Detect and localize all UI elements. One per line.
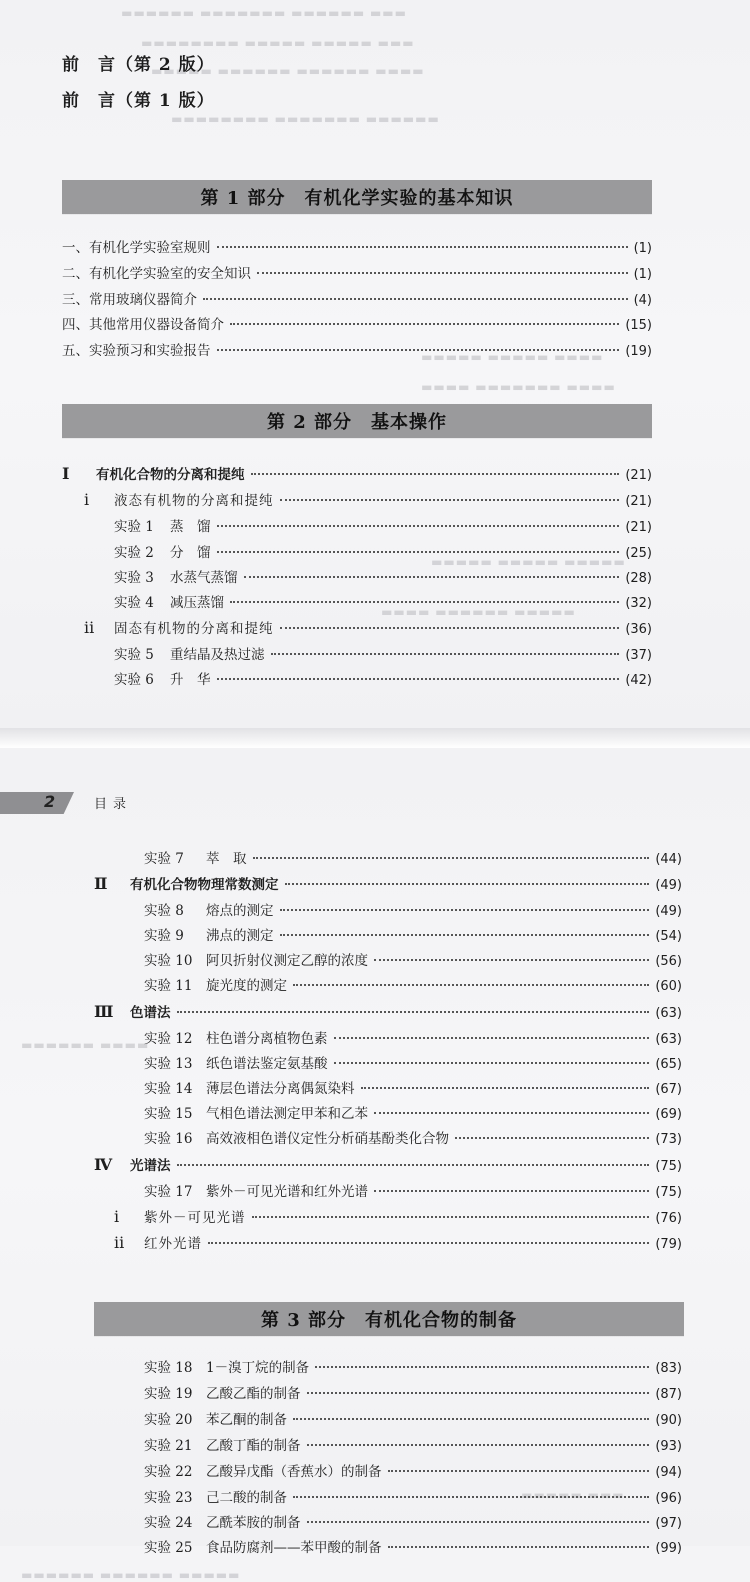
toc-experiment[interactable] — [114, 668, 652, 688]
entry-page: (49) — [655, 904, 682, 919]
subsection-numeral: ⅱ — [84, 618, 95, 637]
entry-page: (97) — [655, 1516, 682, 1531]
toc-entry[interactable] — [62, 288, 652, 308]
entry-label: 熔点的测定 — [206, 903, 274, 919]
bleed-through-line: ▬▬▬▬ ▬▬▬▬▬▬ ▬▬▬▬▬▬ ▬▬▬▬▬ — [150, 64, 424, 78]
dot-leader — [257, 272, 628, 274]
entry-page: (75) — [655, 1185, 682, 1200]
entry-page: (15) — [625, 318, 652, 333]
entry-label: 一、有机化学实验室规则 — [62, 240, 211, 256]
toc-entry[interactable] — [62, 313, 652, 333]
exp-number: 实验 10 — [144, 953, 193, 969]
entry-page: (56) — [655, 954, 682, 969]
exp-number: 实验 2 — [114, 545, 154, 561]
entry-page: (1) — [633, 241, 652, 256]
dot-leader — [293, 1418, 649, 1420]
dot-leader — [177, 1164, 650, 1166]
dot-leader — [361, 1087, 650, 1089]
toc-experiment[interactable] — [144, 899, 682, 919]
dot-leader — [334, 1037, 650, 1039]
toc-experiment[interactable] — [144, 847, 682, 867]
toc-experiment[interactable] — [114, 643, 652, 663]
toc-experiment[interactable] — [144, 974, 682, 994]
bleed-through-line: ▬▬▬▬▬ ▬▬▬▬▬ ▬▬▬▬▬ — [430, 555, 625, 569]
exp-number: 实验 1 — [114, 519, 154, 535]
entry-label: 乙酸异戊酯（香蕉水）的制备 — [206, 1464, 382, 1480]
entry-page: (63) — [655, 1006, 682, 1021]
entry-label: 液态有机物的分离和提纯 — [114, 493, 274, 509]
entry-label: 三、常用玻璃仪器简介 — [62, 292, 197, 308]
entry-label: 有机化合物的分离和提纯 — [96, 467, 245, 483]
dot-leader — [280, 934, 650, 936]
entry-page: (54) — [655, 929, 682, 944]
entry-label: 二、有机化学实验室的安全知识 — [62, 266, 251, 282]
entry-page: (63) — [655, 1032, 682, 1047]
dot-leader — [374, 1190, 649, 1192]
exp-number: 实验 22 — [144, 1464, 193, 1480]
toc-experiment[interactable] — [144, 1127, 682, 1147]
exp-number: 实验 18 — [144, 1360, 193, 1376]
toc-entry[interactable] — [62, 339, 652, 359]
exp-number: 实验 21 — [144, 1438, 193, 1454]
toc-experiment[interactable] — [114, 515, 652, 535]
dot-leader — [217, 246, 628, 248]
exp-number: 实验 14 — [144, 1081, 193, 1097]
entry-label: 阿贝折射仪测定乙醇的浓度 — [206, 953, 368, 969]
toc-experiment[interactable] — [144, 1511, 682, 1531]
entry-page: (21) — [625, 468, 652, 483]
entry-label: 五、实验预习和实验报告 — [62, 343, 211, 359]
entry-page: (37) — [625, 648, 652, 663]
preface-2nd-edition: 前 言（第 2 版） — [62, 55, 215, 75]
entry-label: 乙酸丁酯的制备 — [206, 1438, 301, 1454]
entry-page: (42) — [625, 673, 652, 688]
dot-leader — [280, 499, 620, 501]
running-header-title: 目录 — [94, 797, 133, 812]
entry-page: (76) — [655, 1211, 682, 1226]
toc-experiment[interactable] — [144, 1460, 682, 1480]
toc-subsection-ii[interactable] — [84, 617, 652, 637]
entry-label: 1－溴丁烷的制备 — [206, 1360, 310, 1376]
exp-number: 实验 15 — [144, 1106, 193, 1122]
entry-label: 光谱法 — [130, 1158, 171, 1174]
part3-title: 第 3 部分 有机化合物的制备 — [260, 1310, 518, 1331]
bleed-through-line: ▬▬▬ ▬▬▬▬▬ — [520, 1488, 624, 1502]
bleed-through-line: ▬▬▬▬▬ ▬▬▬▬▬▬ ▬▬▬▬ — [380, 605, 575, 619]
entry-page: (73) — [655, 1132, 682, 1147]
toc-experiment[interactable] — [144, 1102, 682, 1122]
exp-number: 实验 4 — [114, 595, 154, 611]
entry-page: (96) — [655, 1491, 682, 1506]
entry-page: (4) — [633, 293, 652, 308]
entry-page: (32) — [625, 596, 652, 611]
entry-label: 纸色谱法鉴定氨基酸 — [206, 1056, 328, 1072]
entry-label: 重结晶及热过滤 — [170, 647, 265, 663]
dot-leader — [285, 883, 650, 885]
dot-leader — [217, 525, 620, 527]
entry-label: 分 馏 — [170, 545, 211, 561]
exp-number: 实验 24 — [144, 1515, 193, 1531]
entry-page: (36) — [625, 622, 652, 637]
toc-section-I[interactable] — [62, 463, 652, 483]
exp-number: 实验 8 — [144, 903, 184, 919]
entry-page: (25) — [625, 546, 652, 561]
part3-heading-band — [94, 1302, 684, 1336]
dot-leader — [217, 349, 620, 351]
header-tab — [0, 792, 74, 814]
dot-leader — [208, 1242, 649, 1244]
entry-label: 减压蒸馏 — [170, 595, 224, 611]
entry-page: (28) — [625, 571, 652, 586]
part2-heading-band — [62, 404, 652, 438]
entry-page: (83) — [655, 1361, 682, 1376]
entry-page: (94) — [655, 1465, 682, 1480]
toc-experiment[interactable] — [114, 591, 652, 611]
entry-label: 己二酸的制备 — [206, 1490, 287, 1506]
entry-page: (49) — [655, 878, 682, 893]
toc-subsection-i[interactable] — [84, 489, 652, 509]
entry-page: (87) — [655, 1387, 682, 1402]
subsection-numeral: ⅰ — [114, 1207, 120, 1226]
toc-experiment[interactable] — [144, 1382, 682, 1402]
section-numeral: Ⅰ — [62, 464, 70, 483]
entry-label: 薄层色谱法分离偶氮染料 — [206, 1081, 355, 1097]
entry-label: 乙酰苯胺的制备 — [206, 1515, 301, 1531]
entry-page: (79) — [655, 1237, 682, 1252]
dot-leader — [280, 909, 650, 911]
dot-leader — [217, 551, 620, 553]
entry-label: 旋光度的测定 — [206, 978, 287, 994]
dot-leader — [252, 1216, 650, 1218]
bleed-through-line: ▬▬▬ ▬▬▬▬▬▬ ▬▬▬▬▬▬▬ ▬▬▬▬▬▬ — [120, 6, 406, 20]
toc-experiment[interactable] — [144, 1052, 682, 1072]
toc-experiment[interactable] — [144, 1486, 682, 1506]
toc-experiment[interactable] — [144, 1434, 682, 1454]
page-number: 2 — [44, 792, 56, 811]
part1-heading-band — [62, 180, 652, 214]
entry-page: (93) — [655, 1439, 682, 1454]
dot-leader — [307, 1392, 650, 1394]
dot-leader — [251, 473, 620, 475]
toc-entry[interactable] — [62, 262, 652, 282]
preface-1st-edition: 前 言（第 1 版） — [62, 91, 215, 111]
toc-experiment[interactable] — [144, 1356, 682, 1376]
entry-label: 升 华 — [170, 672, 211, 688]
entry-label: 色谱法 — [130, 1005, 171, 1021]
dot-leader — [293, 984, 649, 986]
bleed-through-line: ▬▬▬▬▬▬ ▬▬▬▬▬▬▬ ▬▬▬▬▬▬▬▬ — [170, 112, 439, 126]
toc-section-IV[interactable] — [94, 1154, 682, 1174]
entry-label: 气相色谱法测定甲苯和乙苯 — [206, 1106, 368, 1122]
section-numeral: Ⅳ — [94, 1155, 113, 1174]
toc-experiment[interactable] — [144, 1180, 682, 1200]
section-numeral: Ⅱ — [94, 874, 108, 893]
exp-number: 实验 11 — [144, 978, 193, 994]
exp-number: 实验 17 — [144, 1184, 193, 1200]
part1-title: 第 1 部分 有机化学实验的基本知识 — [200, 188, 514, 209]
dot-leader — [374, 959, 649, 961]
toc-page-1 — [0, 0, 750, 728]
entry-page: (21) — [625, 520, 652, 535]
toc-experiment[interactable] — [144, 1077, 682, 1097]
entry-page: (19) — [625, 344, 652, 359]
entry-page: (44) — [655, 852, 682, 867]
subsection-numeral: ⅱ — [114, 1233, 125, 1252]
entry-label: 乙酸乙酯的制备 — [206, 1386, 301, 1402]
bleed-through-line: ▬▬▬▬ ▬▬▬▬▬▬▬ ▬▬▬▬ — [420, 380, 615, 394]
bleed-through-line: ▬▬▬▬▬ ▬▬▬▬▬▬ ▬▬▬▬▬▬ — [20, 1568, 240, 1582]
dot-leader — [374, 1112, 649, 1114]
entry-label: 柱色谱分离植物色素 — [206, 1031, 328, 1047]
toc-experiment[interactable] — [144, 949, 682, 969]
entry-page: (69) — [655, 1107, 682, 1122]
subsection-numeral: ⅰ — [84, 490, 90, 509]
page-separator — [0, 728, 750, 748]
exp-number: 实验 16 — [144, 1131, 193, 1147]
entry-label: 红外光谱 — [144, 1236, 202, 1252]
entry-label: 萃 取 — [206, 851, 247, 867]
entry-label: 沸点的测定 — [206, 928, 274, 944]
exp-number: 实验 13 — [144, 1056, 193, 1072]
exp-number: 实验 12 — [144, 1031, 193, 1047]
entry-page: (1) — [633, 267, 652, 282]
dot-leader — [203, 298, 628, 300]
toc-experiment[interactable] — [144, 1408, 682, 1428]
toc-entry[interactable] — [62, 236, 652, 256]
dot-leader — [217, 678, 620, 680]
toc-experiment[interactable] — [144, 1536, 682, 1556]
dot-leader — [230, 601, 619, 603]
section-numeral: Ⅲ — [94, 1002, 114, 1021]
entry-label: 水蒸气蒸馏 — [170, 570, 238, 586]
toc-page-2 — [0, 748, 750, 1582]
bleed-through-line: ▬▬▬▬ ▬▬▬▬▬▬ — [20, 1038, 149, 1052]
dot-leader — [271, 653, 620, 655]
toc-subsection-i[interactable] — [114, 1206, 682, 1226]
entry-page: (65) — [655, 1057, 682, 1072]
entry-label: 固态有机物的分离和提纯 — [114, 621, 274, 637]
entry-page: (60) — [655, 979, 682, 994]
bleed-through-line: ▬▬▬ ▬▬▬▬▬ ▬▬▬▬▬ ▬▬▬▬▬▬▬▬ — [140, 36, 414, 50]
entry-label: 食品防腐剂——苯甲酸的制备 — [206, 1540, 382, 1556]
entry-label: 紫外－可见光谱 — [144, 1210, 246, 1226]
exp-number: 实验 19 — [144, 1386, 193, 1402]
dot-leader — [307, 1444, 650, 1446]
entry-page: (75) — [655, 1159, 682, 1174]
exp-number: 实验 5 — [114, 647, 154, 663]
dot-leader — [177, 1011, 650, 1013]
toc-subsection-ii[interactable] — [114, 1232, 682, 1252]
dot-leader — [388, 1470, 650, 1472]
toc-experiment[interactable] — [144, 1027, 682, 1047]
toc-section-III[interactable] — [94, 1001, 682, 1021]
toc-experiment[interactable] — [144, 924, 682, 944]
bleed-through-line: ▬▬▬▬ ▬▬▬▬▬ ▬▬▬▬▬ — [420, 350, 603, 364]
exp-number: 实验 3 — [114, 570, 154, 586]
exp-number: 实验 6 — [114, 672, 154, 688]
dot-leader — [307, 1521, 650, 1523]
exp-number: 实验 25 — [144, 1540, 193, 1556]
part2-title: 第 2 部分 基本操作 — [266, 412, 448, 433]
entry-page: (67) — [655, 1082, 682, 1097]
dot-leader — [455, 1137, 649, 1139]
dot-leader — [334, 1062, 650, 1064]
toc-section-II[interactable] — [94, 873, 682, 893]
dot-leader — [280, 627, 620, 629]
dot-leader — [315, 1366, 649, 1368]
exp-number: 实验 20 — [144, 1412, 193, 1428]
entry-page: (21) — [625, 494, 652, 509]
dot-leader — [293, 1496, 649, 1498]
entry-label: 紫外－可见光谱和红外光谱 — [206, 1184, 368, 1200]
entry-label: 苯乙酮的制备 — [206, 1412, 287, 1428]
exp-number: 实验 7 — [144, 851, 184, 867]
toc-experiment[interactable] — [114, 541, 652, 561]
dot-leader — [253, 857, 650, 859]
entry-label: 四、其他常用仪器设备简介 — [62, 317, 224, 333]
dot-leader — [388, 1546, 650, 1548]
dot-leader — [230, 323, 619, 325]
exp-number: 实验 23 — [144, 1490, 193, 1506]
dot-leader — [244, 576, 620, 578]
exp-number: 实验 9 — [144, 928, 184, 944]
entry-label: 有机化合物物理常数测定 — [130, 877, 279, 893]
entry-label: 蒸 馏 — [170, 519, 211, 535]
toc-experiment[interactable] — [114, 566, 652, 586]
entry-label: 高效液相色谱仪定性分析硝基酚类化合物 — [206, 1131, 449, 1147]
entry-page: (90) — [655, 1413, 682, 1428]
entry-page: (99) — [655, 1541, 682, 1556]
